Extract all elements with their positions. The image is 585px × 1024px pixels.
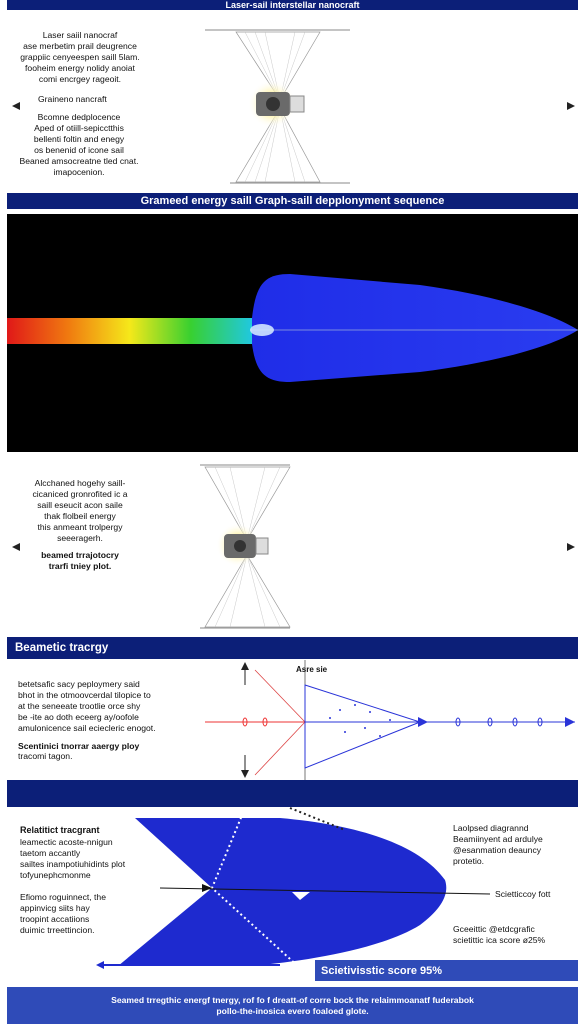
score-badge: Scietivisstic score 95% — [315, 960, 578, 981]
text-line: saill eseucit acon saile — [37, 500, 123, 510]
footer-caption — [7, 987, 578, 1024]
panel5-wedge-diagram — [96, 808, 490, 969]
text-line: Bcomne dedplocence — [37, 112, 121, 122]
panel5-right-label: Scietticcoy fott — [495, 889, 551, 899]
text-line: @esanmation deauncy — [453, 845, 542, 855]
text-line: seeeragerh. — [57, 533, 103, 543]
text-line: cicaniced gronrofited ic a — [32, 489, 128, 499]
text-line: protetio. — [453, 856, 485, 866]
text-line: Beamiinyent ad ardulye — [453, 834, 543, 844]
text-line: Aped of otiill-sepicctthis — [34, 123, 124, 133]
text-line: bhot in the otmoovcerdal tilopice to — [18, 690, 151, 700]
text-line: bellenti foltin and enegy — [33, 134, 125, 144]
panel5-left-text — [20, 837, 190, 881]
panel4-trajectory-diagram — [205, 660, 575, 780]
text-line: Efiomo roguinnect, the — [20, 892, 106, 902]
section-header-deployment: Grameed energy saill Graph-saill depplonyment sequence — [7, 193, 578, 209]
text-line: pollo-the-inosica evero foaloed glote. — [216, 1005, 369, 1016]
text-line: taetom accantly — [20, 848, 81, 858]
panel5-right-text-2 — [453, 924, 578, 946]
text-line: Alcchaned hogehy saill- — [34, 478, 126, 488]
text-line: at the seneeate trootlie orce shy — [18, 701, 141, 711]
panel4-text-block — [18, 679, 203, 734]
text-line: this anmeant trolpergy — [37, 522, 123, 532]
text-line: leamectic acoste-nnigun — [20, 837, 113, 847]
panel5-left-text-2 — [20, 892, 170, 936]
text-line: Laolpsed diagrannd — [453, 823, 529, 833]
text-line: imapocenion. — [53, 167, 105, 177]
text-line: trarfi tniey plot. — [48, 561, 112, 571]
text-line: sailtes inampotiuhidints plot — [20, 859, 126, 869]
text-line: Gceeittic @etdcgrafic — [453, 924, 535, 934]
panel2-beam-panel — [7, 214, 578, 452]
text-line: Laser saiil nanocraf — [42, 30, 118, 40]
section-header-trajectory: Beametic tracrgy — [7, 637, 578, 659]
panel4-axis-label: Asre sie — [296, 665, 328, 674]
text-line: os benenid of icone sail — [34, 145, 124, 155]
text-line: Beaned amsocreatne tled cnat. — [19, 156, 139, 166]
text-line: duimic trreettincion. — [20, 925, 95, 935]
text-line: ase merbetim prail deugrence — [23, 41, 137, 51]
text-line: troopint accatiions — [20, 914, 90, 924]
panel3-text-block — [5, 478, 155, 544]
text-line: scietittic ica score ø25% — [453, 935, 546, 945]
text-line: fooheim energy nolidy anoiat — [25, 63, 135, 73]
text-line: comi encrgey rageoit. — [38, 74, 122, 84]
text-line: be -ite ao doth eceerg ay/oofole — [18, 712, 139, 722]
text-line: amulonicence sail eciecleric enogot. — [18, 723, 156, 733]
panel1-text-block-1 — [5, 30, 155, 85]
panel5-left-heading: Relatitict tracgrant — [20, 825, 100, 835]
panel5-right-text — [453, 823, 578, 867]
panel1-craft-label: Graineno nancraft — [38, 94, 107, 104]
top-banner: Laser-sail interstellar nanocraft — [7, 0, 578, 10]
text-line: appinvicg siits hay — [20, 903, 90, 913]
text-line: tofyunephcmonme — [20, 870, 91, 880]
panel4-subcaption: tracomi tagon. — [18, 751, 73, 761]
panel1-text-block-2 — [5, 112, 153, 178]
panel4-subheading: Scentinici tnorrar aaergy ploy — [18, 741, 140, 751]
text-line: grappiic cenyeespen saill 5lam. — [20, 52, 140, 62]
text-line: Seamed trregthic energf tnergy, rof fo f dreatt-of corre bock the relaimmoanatf fuderabok — [111, 994, 474, 1005]
text-line: betetsafic sacy peploymery said — [18, 679, 140, 689]
text-line: thak flolbeil energy — [44, 511, 116, 521]
text-line: beamed trrajotocry — [41, 550, 119, 560]
panel3-caption — [20, 550, 140, 572]
section-divider-bar — [7, 780, 578, 807]
